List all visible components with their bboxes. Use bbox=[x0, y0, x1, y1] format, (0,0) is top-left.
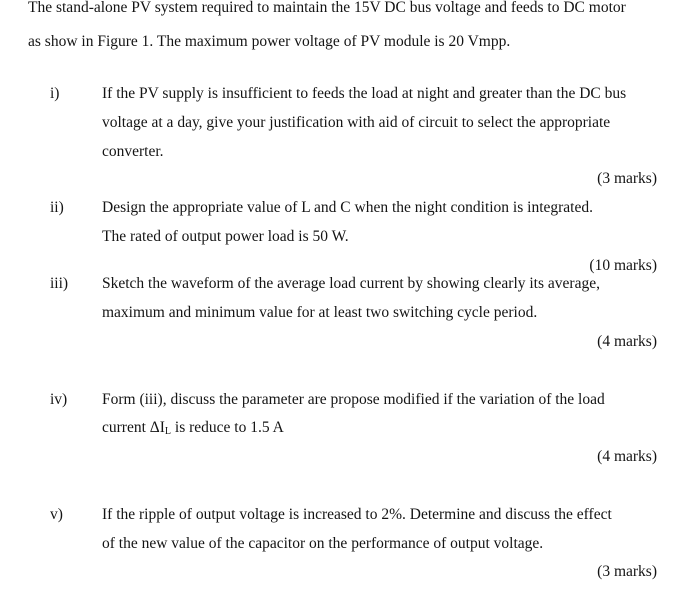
item-i-marks: (3 marks) bbox=[597, 170, 657, 187]
item-i-line-2: voltage at a day, give your justification with aid of circuit to select the appropriate bbox=[102, 114, 611, 131]
item-number-v: v) bbox=[50, 506, 63, 523]
item-iv-line-1: Form (iii), discuss the parameter are propose modified if the variation of the load bbox=[102, 391, 605, 408]
item-number-ii: ii) bbox=[50, 199, 64, 216]
item-v-marks: (3 marks) bbox=[597, 563, 657, 580]
item-number-iii: iii) bbox=[50, 275, 69, 292]
item-i-line-1: If the PV supply is insufficient to feeds the load at night and greater than the DC bus bbox=[102, 85, 627, 102]
item-v-line-2: of the new value of the capacitor on the performance of output voltage. bbox=[102, 535, 544, 552]
intro-line-1: The stand-alone PV system required to maintain the 15V DC bus voltage and feeds to DC motor bbox=[28, 0, 626, 16]
item-iii-marks: (4 marks) bbox=[597, 333, 657, 350]
item-iii-line-2: maximum and minimum value for at least two switching cycle period. bbox=[102, 304, 538, 321]
item-iv-line-2: current $\Delta I_L$ is reduce to 1.5 A bbox=[102, 419, 284, 437]
item-ii-marks: (10 marks) bbox=[589, 257, 657, 274]
item-iv-marks: (4 marks) bbox=[597, 448, 657, 465]
item-number-iv: iv) bbox=[50, 391, 68, 408]
item-ii-line-1: Design the appropriate value of L and C when the night condition is integrated. bbox=[102, 199, 593, 216]
intro-line-2: as show in Figure 1. The maximum power voltage of PV module is 20 Vmpp. bbox=[28, 33, 511, 50]
item-iii-line-1: Sketch the waveform of the average load current by showing clearly its average, bbox=[102, 275, 600, 292]
item-v-line-1: If the ripple of output voltage is increased to 2%. Determine and discuss the effect bbox=[102, 506, 612, 523]
item-number-i: i) bbox=[50, 85, 60, 102]
item-i-line-3: converter. bbox=[102, 143, 164, 160]
item-ii-line-2: The rated of output power load is 50 W. bbox=[102, 228, 349, 245]
